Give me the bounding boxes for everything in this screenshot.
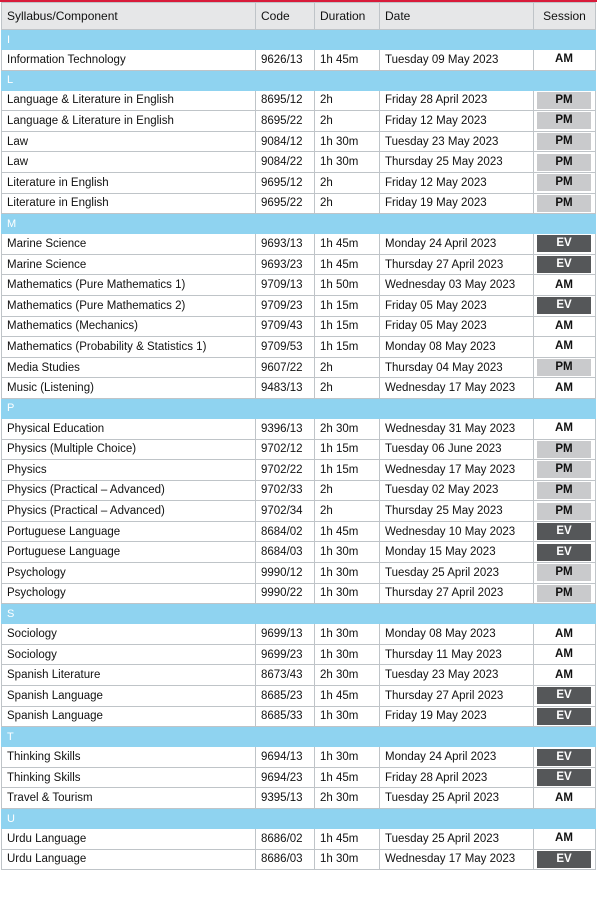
code-cell: 9626/13	[256, 50, 315, 71]
code-cell: 8686/02	[256, 829, 315, 850]
session-badge: EV	[537, 851, 591, 868]
date-cell: Thursday 11 May 2023	[380, 644, 534, 665]
table-row	[2, 357, 596, 378]
date-cell: Thursday 04 May 2023	[380, 357, 534, 378]
duration-cell: 1h 45m	[315, 50, 380, 71]
code-cell: 9694/23	[256, 767, 315, 788]
code-cell: 9396/13	[256, 418, 315, 439]
date-cell: Tuesday 23 May 2023	[380, 131, 534, 152]
date-cell: Monday 24 April 2023	[380, 747, 534, 768]
table-row	[2, 542, 596, 563]
duration-cell: 1h 45m	[315, 767, 380, 788]
syllabus-cell: Law	[2, 152, 256, 173]
duration-cell: 1h 15m	[315, 316, 380, 337]
session-badge: AM	[537, 318, 591, 335]
duration-cell: 1h 15m	[315, 337, 380, 358]
duration-cell: 1h 30m	[315, 152, 380, 173]
code-cell: 9702/22	[256, 460, 315, 481]
table-row	[2, 747, 596, 768]
code-cell: 8684/03	[256, 542, 315, 563]
session-badge: PM	[537, 482, 591, 499]
table-row	[2, 706, 596, 727]
syllabus-cell: Psychology	[2, 583, 256, 604]
code-cell: 8695/22	[256, 111, 315, 132]
session-badge: AM	[537, 277, 591, 294]
code-cell: 9699/23	[256, 644, 315, 665]
code-cell: 9702/12	[256, 439, 315, 460]
syllabus-cell: Mathematics (Pure Mathematics 1)	[2, 275, 256, 296]
table-row	[2, 788, 596, 809]
duration-cell: 1h 45m	[315, 829, 380, 850]
date-cell: Tuesday 06 June 2023	[380, 439, 534, 460]
session-cell	[534, 152, 596, 173]
session-badge: EV	[537, 256, 591, 273]
session-badge: PM	[537, 564, 591, 581]
syllabus-cell: Portuguese Language	[2, 542, 256, 563]
session-cell	[534, 172, 596, 193]
session-cell	[534, 686, 596, 707]
duration-cell: 1h 50m	[315, 275, 380, 296]
session-badge: PM	[537, 174, 591, 191]
table-row	[2, 254, 596, 275]
duration-cell: 2h	[315, 90, 380, 111]
table-row	[2, 90, 596, 111]
section-letter-row	[2, 809, 596, 829]
table-row	[2, 849, 596, 870]
session-cell	[534, 788, 596, 809]
session-cell	[534, 542, 596, 563]
session-cell	[534, 111, 596, 132]
watermark: 知乎 @IB课程助手	[460, 891, 585, 909]
code-cell: 8686/03	[256, 849, 315, 870]
syllabus-cell: Thinking Skills	[2, 767, 256, 788]
date-cell: Tuesday 25 April 2023	[380, 563, 534, 584]
duration-cell: 1h 15m	[315, 295, 380, 316]
session-cell	[534, 563, 596, 584]
syllabus-cell: Language & Literature in English	[2, 90, 256, 111]
date-cell: Wednesday 17 May 2023	[380, 849, 534, 870]
duration-cell: 1h 30m	[315, 563, 380, 584]
header-syllabus: Syllabus/Component	[2, 3, 256, 30]
duration-cell: 1h 30m	[315, 644, 380, 665]
syllabus-cell: Spanish Literature	[2, 665, 256, 686]
table-row	[2, 583, 596, 604]
table-row	[2, 295, 596, 316]
header-row	[2, 3, 596, 30]
session-cell	[534, 193, 596, 214]
table-row	[2, 624, 596, 645]
code-cell: 9395/13	[256, 788, 315, 809]
session-cell	[534, 378, 596, 399]
session-cell	[534, 460, 596, 481]
session-badge: EV	[537, 235, 591, 252]
code-cell: 9702/33	[256, 480, 315, 501]
duration-cell: 1h 30m	[315, 624, 380, 645]
duration-cell: 1h 30m	[315, 849, 380, 870]
duration-cell: 1h 45m	[315, 521, 380, 542]
table-row	[2, 686, 596, 707]
code-cell: 9695/22	[256, 193, 315, 214]
section-letter: L	[2, 70, 596, 90]
table-row	[2, 111, 596, 132]
session-cell	[534, 50, 596, 71]
syllabus-cell: Mathematics (Pure Mathematics 2)	[2, 295, 256, 316]
session-badge: PM	[537, 585, 591, 602]
table-row	[2, 50, 596, 71]
date-cell: Wednesday 10 May 2023	[380, 521, 534, 542]
code-cell: 9702/34	[256, 501, 315, 522]
session-badge: PM	[537, 112, 591, 129]
session-cell	[534, 131, 596, 152]
section-letter-row	[2, 398, 596, 418]
syllabus-cell: Mathematics (Probability & Statistics 1)	[2, 337, 256, 358]
session-cell	[534, 849, 596, 870]
date-cell: Tuesday 25 April 2023	[380, 829, 534, 850]
exam-timetable	[1, 2, 596, 870]
duration-cell: 1h 45m	[315, 686, 380, 707]
date-cell: Tuesday 25 April 2023	[380, 788, 534, 809]
syllabus-cell: Mathematics (Mechanics)	[2, 316, 256, 337]
table-row	[2, 829, 596, 850]
syllabus-cell: Literature in English	[2, 193, 256, 214]
session-cell	[534, 829, 596, 850]
date-cell: Thursday 27 April 2023	[380, 254, 534, 275]
syllabus-cell: Physics (Practical – Advanced)	[2, 501, 256, 522]
date-cell: Wednesday 17 May 2023	[380, 460, 534, 481]
header-duration: Duration	[315, 3, 380, 30]
code-cell: 9990/22	[256, 583, 315, 604]
session-badge: AM	[537, 790, 591, 807]
session-badge: AM	[537, 667, 591, 684]
session-cell	[534, 583, 596, 604]
section-letter: U	[2, 809, 596, 829]
code-cell: 9084/12	[256, 131, 315, 152]
date-cell: Wednesday 17 May 2023	[380, 378, 534, 399]
syllabus-cell: Urdu Language	[2, 829, 256, 850]
section-letter-row	[2, 30, 596, 50]
timetable-body	[2, 30, 596, 870]
syllabus-cell: Spanish Language	[2, 706, 256, 727]
section-letter: T	[2, 727, 596, 747]
syllabus-cell: Urdu Language	[2, 849, 256, 870]
duration-cell: 1h 15m	[315, 439, 380, 460]
table-row	[2, 439, 596, 460]
session-badge: AM	[537, 51, 591, 68]
syllabus-cell: Travel & Tourism	[2, 788, 256, 809]
table-row	[2, 501, 596, 522]
date-cell: Thursday 25 May 2023	[380, 152, 534, 173]
session-cell	[534, 501, 596, 522]
duration-cell: 2h	[315, 111, 380, 132]
table-row	[2, 172, 596, 193]
table-row	[2, 521, 596, 542]
date-cell: Friday 05 May 2023	[380, 295, 534, 316]
session-cell	[534, 90, 596, 111]
session-cell	[534, 295, 596, 316]
header-session: Session	[534, 3, 596, 30]
syllabus-cell: Media Studies	[2, 357, 256, 378]
syllabus-cell: Sociology	[2, 624, 256, 645]
duration-cell: 1h 45m	[315, 254, 380, 275]
table-row	[2, 767, 596, 788]
syllabus-cell: Marine Science	[2, 234, 256, 255]
syllabus-cell: Language & Literature in English	[2, 111, 256, 132]
duration-cell: 2h 30m	[315, 788, 380, 809]
session-cell	[534, 316, 596, 337]
date-cell: Tuesday 23 May 2023	[380, 665, 534, 686]
table-row	[2, 418, 596, 439]
date-cell: Wednesday 31 May 2023	[380, 418, 534, 439]
session-cell	[534, 665, 596, 686]
code-cell: 9709/53	[256, 337, 315, 358]
date-cell: Monday 15 May 2023	[380, 542, 534, 563]
date-cell: Friday 19 May 2023	[380, 706, 534, 727]
section-letter: M	[2, 214, 596, 234]
section-letter-row	[2, 604, 596, 624]
session-badge: EV	[537, 523, 591, 540]
table-row	[2, 193, 596, 214]
date-cell: Friday 12 May 2023	[380, 172, 534, 193]
session-cell	[534, 480, 596, 501]
table-row	[2, 152, 596, 173]
table-row	[2, 337, 596, 358]
section-letter-row	[2, 727, 596, 747]
duration-cell: 1h 30m	[315, 131, 380, 152]
date-cell: Friday 19 May 2023	[380, 193, 534, 214]
session-badge: AM	[537, 830, 591, 847]
session-cell	[534, 521, 596, 542]
code-cell: 8685/33	[256, 706, 315, 727]
syllabus-cell: Physics	[2, 460, 256, 481]
session-badge: EV	[537, 749, 591, 766]
table-row	[2, 460, 596, 481]
syllabus-cell: Physical Education	[2, 418, 256, 439]
session-badge: PM	[537, 441, 591, 458]
table-row	[2, 563, 596, 584]
duration-cell: 2h	[315, 193, 380, 214]
code-cell: 9084/22	[256, 152, 315, 173]
section-letter-row	[2, 70, 596, 90]
table-row	[2, 275, 596, 296]
session-badge: AM	[537, 338, 591, 355]
code-cell: 9607/22	[256, 357, 315, 378]
session-cell	[534, 275, 596, 296]
code-cell: 9693/13	[256, 234, 315, 255]
session-badge: EV	[537, 297, 591, 314]
table-row	[2, 480, 596, 501]
session-badge: EV	[537, 769, 591, 786]
syllabus-cell: Physics (Practical – Advanced)	[2, 480, 256, 501]
date-cell: Thursday 27 April 2023	[380, 686, 534, 707]
syllabus-cell: Sociology	[2, 644, 256, 665]
duration-cell: 1h 30m	[315, 747, 380, 768]
code-cell: 9990/12	[256, 563, 315, 584]
syllabus-cell: Marine Science	[2, 254, 256, 275]
date-cell: Monday 08 May 2023	[380, 337, 534, 358]
section-letter-row	[2, 214, 596, 234]
duration-cell: 2h 30m	[315, 665, 380, 686]
duration-cell: 1h 45m	[315, 234, 380, 255]
session-badge: EV	[537, 687, 591, 704]
session-cell	[534, 234, 596, 255]
table-row	[2, 665, 596, 686]
session-badge: PM	[537, 92, 591, 109]
code-cell: 8684/02	[256, 521, 315, 542]
session-cell	[534, 624, 596, 645]
session-cell	[534, 706, 596, 727]
session-badge: AM	[537, 626, 591, 643]
date-cell: Monday 08 May 2023	[380, 624, 534, 645]
header-date: Date	[380, 3, 534, 30]
session-cell	[534, 747, 596, 768]
date-cell: Friday 28 April 2023	[380, 767, 534, 788]
session-badge: AM	[537, 420, 591, 437]
session-badge: PM	[537, 503, 591, 520]
code-cell: 9709/23	[256, 295, 315, 316]
code-cell: 9699/13	[256, 624, 315, 645]
date-cell: Friday 12 May 2023	[380, 111, 534, 132]
date-cell: Tuesday 09 May 2023	[380, 50, 534, 71]
date-cell: Wednesday 03 May 2023	[380, 275, 534, 296]
code-cell: 9709/43	[256, 316, 315, 337]
session-cell	[534, 254, 596, 275]
duration-cell: 2h	[315, 480, 380, 501]
section-letter: I	[2, 30, 596, 50]
section-letter: S	[2, 604, 596, 624]
syllabus-cell: Information Technology	[2, 50, 256, 71]
session-cell	[534, 357, 596, 378]
session-badge: PM	[537, 461, 591, 478]
session-badge: AM	[537, 380, 591, 397]
session-badge: PM	[537, 133, 591, 150]
code-cell: 8685/23	[256, 686, 315, 707]
session-badge: PM	[537, 359, 591, 376]
duration-cell: 1h 15m	[315, 460, 380, 481]
session-badge: EV	[537, 544, 591, 561]
table-row	[2, 131, 596, 152]
header-code: Code	[256, 3, 315, 30]
syllabus-cell: Portuguese Language	[2, 521, 256, 542]
syllabus-cell: Music (Listening)	[2, 378, 256, 399]
code-cell: 9694/13	[256, 747, 315, 768]
duration-cell: 2h	[315, 501, 380, 522]
date-cell: Friday 28 April 2023	[380, 90, 534, 111]
session-cell	[534, 418, 596, 439]
duration-cell: 2h	[315, 378, 380, 399]
syllabus-cell: Law	[2, 131, 256, 152]
code-cell: 8695/12	[256, 90, 315, 111]
duration-cell: 2h 30m	[315, 418, 380, 439]
duration-cell: 1h 30m	[315, 706, 380, 727]
session-badge: PM	[537, 195, 591, 212]
table-row	[2, 378, 596, 399]
date-cell: Monday 24 April 2023	[380, 234, 534, 255]
code-cell: 9483/13	[256, 378, 315, 399]
duration-cell: 1h 30m	[315, 542, 380, 563]
syllabus-cell: Psychology	[2, 563, 256, 584]
code-cell: 8673/43	[256, 665, 315, 686]
session-badge: PM	[537, 154, 591, 171]
table-row	[2, 644, 596, 665]
session-cell	[534, 767, 596, 788]
code-cell: 9695/12	[256, 172, 315, 193]
session-badge: EV	[537, 708, 591, 725]
table-row	[2, 234, 596, 255]
date-cell: Tuesday 02 May 2023	[380, 480, 534, 501]
syllabus-cell: Physics (Multiple Choice)	[2, 439, 256, 460]
table-row	[2, 316, 596, 337]
syllabus-cell: Thinking Skills	[2, 747, 256, 768]
syllabus-cell: Literature in English	[2, 172, 256, 193]
session-cell	[534, 337, 596, 358]
date-cell: Thursday 27 April 2023	[380, 583, 534, 604]
session-cell	[534, 439, 596, 460]
code-cell: 9693/23	[256, 254, 315, 275]
date-cell: Friday 05 May 2023	[380, 316, 534, 337]
duration-cell: 1h 30m	[315, 583, 380, 604]
date-cell: Thursday 25 May 2023	[380, 501, 534, 522]
duration-cell: 2h	[315, 172, 380, 193]
section-letter: P	[2, 398, 596, 418]
code-cell: 9709/13	[256, 275, 315, 296]
session-cell	[534, 644, 596, 665]
duration-cell: 2h	[315, 357, 380, 378]
syllabus-cell: Spanish Language	[2, 686, 256, 707]
session-badge: AM	[537, 646, 591, 663]
